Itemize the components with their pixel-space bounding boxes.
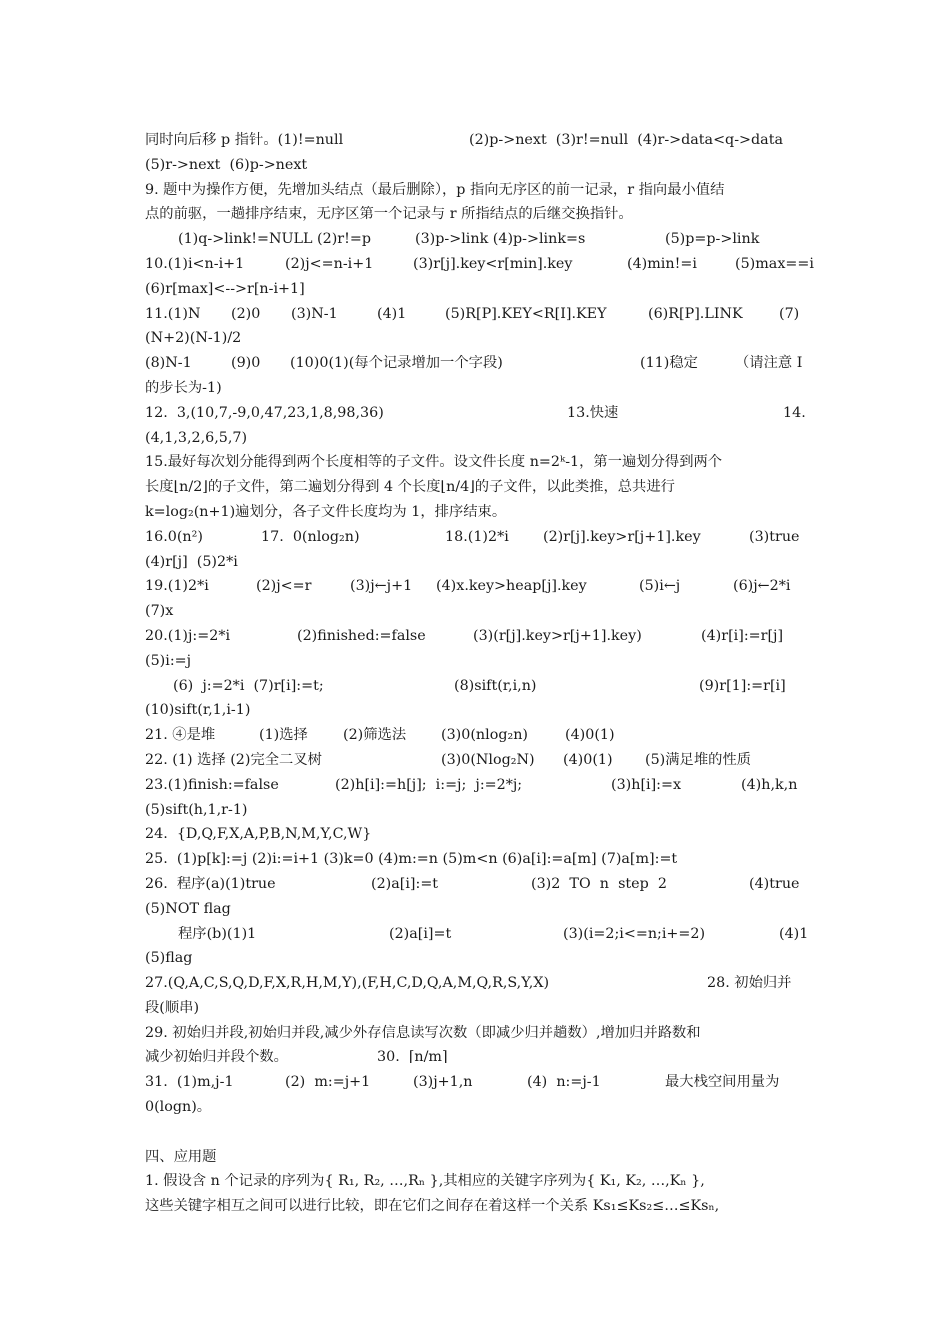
text-line (145, 1070, 807, 1095)
text-segment: 25. (1)p[k]:=j (2)i:=i+1 (3)k=0 (4)m:=n (5)m<n (6)a[i]:=a[m] (7)a[m]:=t (145, 851, 678, 868)
text-segment: 11.(1)N (145, 305, 201, 322)
text-segment: (3)(r[j].key>r[j+1].key) (473, 627, 642, 644)
text-segment: (4)1 (779, 925, 809, 942)
text-segment: 减少初始归并段个数。 (145, 1049, 288, 1066)
text-segment: (5)满足堆的性质 (645, 751, 752, 768)
text-segment: (4)0(1) (565, 727, 615, 744)
text-line (145, 1194, 807, 1219)
text-segment: (5)i←j (639, 578, 681, 595)
text-segment: 31. (1)m,j-1 (145, 1074, 234, 1091)
text-segment: (4)h,k,n (741, 776, 798, 793)
text-segment: (6)R[P].LINK (648, 305, 743, 322)
text-segment: (7)x (145, 603, 174, 620)
text-line (145, 971, 807, 996)
text-segment: 四、应用题 (145, 1148, 217, 1165)
text-line (145, 798, 807, 823)
text-segment: 27.(Q,A,C,S,Q,D,F,X,R,H,M,Y),(F,H,C,D,Q,A,M,Q,R,S,Y,X) (145, 975, 550, 992)
text-segment: (4,1,3,2,6,5,7) (145, 429, 248, 446)
text-segment: (10)sift(r,1,i-1) (145, 702, 251, 719)
text-segment: (5)r->next (6)p->next (145, 156, 308, 173)
text-segment: 15.最好每次划分能得到两个长度相等的子文件。设文件长度 n=2ᵏ-1，第一遍划分得到两个 (145, 454, 723, 471)
text-segment: 的步长为-1) (145, 379, 222, 396)
text-segment: (9)0 (231, 355, 261, 372)
text-line (145, 1169, 807, 1194)
text-line (145, 1120, 807, 1145)
text-segment: (6)j←2*i (733, 578, 791, 595)
text-segment: (N+2)(N-1)/2 (145, 330, 242, 347)
text-line (145, 550, 807, 575)
text-segment: 13.快速 (567, 404, 619, 421)
text-segment: 30. ⌈n/m⌉ (377, 1049, 448, 1066)
text-segment: (5)sift(h,1,r-1) (145, 801, 248, 818)
text-line (145, 698, 807, 723)
text-segment: (3)true (749, 528, 800, 545)
text-segment: (5)i:=j (145, 652, 192, 669)
text-segment: (2)a[i]:=t (371, 875, 439, 892)
text-segment: 16.0(n²) (145, 528, 203, 545)
text-segment: (3)0(nlog₂n) (441, 727, 528, 744)
text-line (145, 128, 807, 153)
text-line (145, 525, 807, 550)
text-line (145, 153, 807, 178)
text-segment: (11)稳定 (640, 355, 698, 372)
document-body (145, 128, 814, 1219)
text-line (145, 847, 807, 872)
text-segment: (2)0 (231, 305, 261, 322)
text-segment: (2)筛选法 (343, 727, 407, 744)
text-segment: k=log₂(n+1)遍划分，各子文件长度均为 1，排序结束。 (145, 503, 507, 520)
text-segment: (4)true (749, 875, 800, 892)
text-segment: 同时向后移 p 指针。(1)!=null (145, 132, 344, 148)
text-segment: (10)0(1)(每个记录增加一个字段) (290, 355, 503, 372)
text-line (145, 450, 807, 475)
text-segment: 程序(b)(1)1 (178, 925, 257, 942)
text-segment: (4)1 (377, 305, 407, 322)
text-line (145, 475, 807, 500)
text-line (145, 302, 807, 327)
text-segment: (2)j<=r (256, 578, 312, 595)
text-line (145, 1095, 807, 1120)
text-segment: 1. 假设含 n 个记录的序列为{ R₁, R₂, …,Rₙ },其相应的关键字序列为{ K₁, K₂, …,Kₙ }, (145, 1173, 705, 1190)
text-segment: (5)p=p->link (665, 231, 760, 248)
text-line (145, 500, 807, 525)
text-line (145, 996, 807, 1021)
text-segment: 26. 程序(a)(1)true (145, 875, 276, 892)
text-segment: 10.(1)i<n-i+1 (145, 255, 245, 272)
text-line (145, 773, 807, 798)
text-line (145, 922, 807, 947)
text-segment: (3)r[j].key<r[min].key (413, 255, 573, 272)
text-segment: (4)r[i]:=r[j] (701, 627, 784, 644)
text-segment: 24. {D,Q,F,X,A,P,B,N,M,Y,C,W} (145, 826, 372, 843)
text-line (145, 202, 807, 227)
text-segment: 14. (783, 404, 806, 421)
text-segment: (2)h[i]:=h[j]; i:=j; j:=2*j; (335, 776, 523, 793)
text-segment: (3)p->link (4)p->link=s (415, 231, 586, 248)
text-line (145, 326, 807, 351)
text-segment: (2) m:=j+1 (285, 1074, 371, 1091)
text-segment: 9. 题中为操作方便，先增加头结点（最后删除），p 指向无序区的前一记录，r 指向最小值结 (145, 181, 725, 198)
text-segment: 20.(1)j:=2*i (145, 627, 231, 644)
text-segment: 12. 3,(10,7,-9,0,47,23,1,8,98,36) (145, 404, 384, 421)
text-segment: (2)p->next (3)r!=null (4)r->data<q->data (469, 132, 783, 148)
text-segment: (8)sift(r,i,n) (454, 677, 537, 694)
text-line (145, 624, 807, 649)
text-segment: 28. 初始归并 (707, 975, 792, 992)
text-segment: 最大栈空间用量为 (665, 1074, 780, 1091)
text-segment: (3)0(Nlog₂N) (441, 751, 535, 768)
text-segment: 这些关键字相互之间可以进行比较，即在它们之间存在着这样一个关系 Ks₁≤Ks₂≤…≤Ksₙ, (145, 1198, 720, 1215)
text-segment: 29. 初始归并段,初始归并段,减少外存信息读写次数（即减少归并趟数）,增加归并路数和 (145, 1024, 701, 1041)
text-line (145, 351, 807, 376)
text-line (145, 178, 807, 203)
text-segment: (5)R[P].KEY<R[I].KEY (445, 305, 607, 322)
text-segment: (1)选择 (259, 727, 308, 744)
text-segment: (2)a[i]=t (389, 925, 452, 942)
text-line (145, 376, 807, 401)
text-segment: (3)j+1,n (413, 1074, 473, 1091)
text-segment: (2)finished:=false (297, 627, 426, 644)
text-segment: 长度⌊n/2⌋的子文件，第二遍划分得到 4 个长度⌊n/4⌋的子文件，以此类推，总共进行 (145, 479, 675, 496)
text-line (145, 252, 814, 277)
text-segment: (4)0(1) (563, 751, 613, 768)
text-segment: (5)flag (145, 950, 193, 967)
text-line (145, 822, 807, 847)
text-segment: （请注意 I (735, 355, 803, 372)
text-segment: (6) j:=2*i (7)r[i]:=t; (173, 677, 324, 694)
text-line (145, 1045, 807, 1070)
text-line (145, 401, 807, 426)
text-segment: (2)j<=n-i+1 (285, 255, 374, 272)
text-segment: (3)N-1 (291, 305, 338, 322)
text-line (145, 723, 807, 748)
text-segment: (6)r[max]<-->r[n-i+1] (145, 280, 305, 297)
text-segment: 19.(1)2*i (145, 578, 209, 595)
text-line (145, 227, 807, 252)
text-segment: (4)min!=i (627, 255, 697, 272)
text-line (145, 599, 807, 624)
text-segment: (3)j←j+1 (350, 578, 413, 595)
text-segment: (7) (779, 305, 800, 322)
text-segment: 段(顺串) (145, 999, 200, 1016)
text-line (145, 897, 807, 922)
text-segment: 18.(1)2*i (445, 528, 509, 545)
text-segment: (8)N-1 (145, 355, 192, 372)
text-line (145, 277, 807, 302)
text-line (145, 946, 807, 971)
text-segment: 23.(1)finish:=false (145, 776, 279, 793)
text-segment: (1)q->link!=NULL (2)r!=p (178, 231, 372, 248)
text-segment: (4)r[j] (5)2*i (145, 553, 238, 570)
text-segment: 22. (1) 选择 (2)完全二叉树 (145, 751, 322, 768)
text-line (145, 426, 807, 451)
text-segment: (3)2 TO n step 2 (531, 875, 667, 892)
text-segment: (5)max==i (735, 255, 814, 272)
text-segment: (4) n:=j-1 (527, 1074, 601, 1091)
text-line (145, 1145, 807, 1170)
text-line (145, 872, 807, 897)
text-segment: 0(logn)。 (145, 1099, 212, 1116)
text-line (145, 674, 807, 699)
text-segment: (3)h[i]:=x (611, 776, 682, 793)
text-segment: 17. 0(nlog₂n) (261, 528, 360, 545)
text-segment: 21. ④是堆 (145, 727, 216, 744)
text-line (145, 649, 807, 674)
text-line (145, 574, 807, 599)
text-segment: (2)r[j].key>r[j+1].key (543, 528, 701, 545)
text-segment: (4)x.key>heap[j].key (436, 578, 587, 595)
text-segment: 点的前驱，一趟排序结束，无序区第一个记录与 r 所指结点的后继交换指针。 (145, 206, 633, 223)
text-segment: (3)(i=2;i<=n;i+=2) (563, 925, 706, 942)
text-segment: (5)NOT flag (145, 900, 231, 917)
text-line (145, 748, 807, 773)
text-segment: (9)r[1]:=r[i] (699, 677, 786, 694)
text-line (145, 1021, 807, 1046)
